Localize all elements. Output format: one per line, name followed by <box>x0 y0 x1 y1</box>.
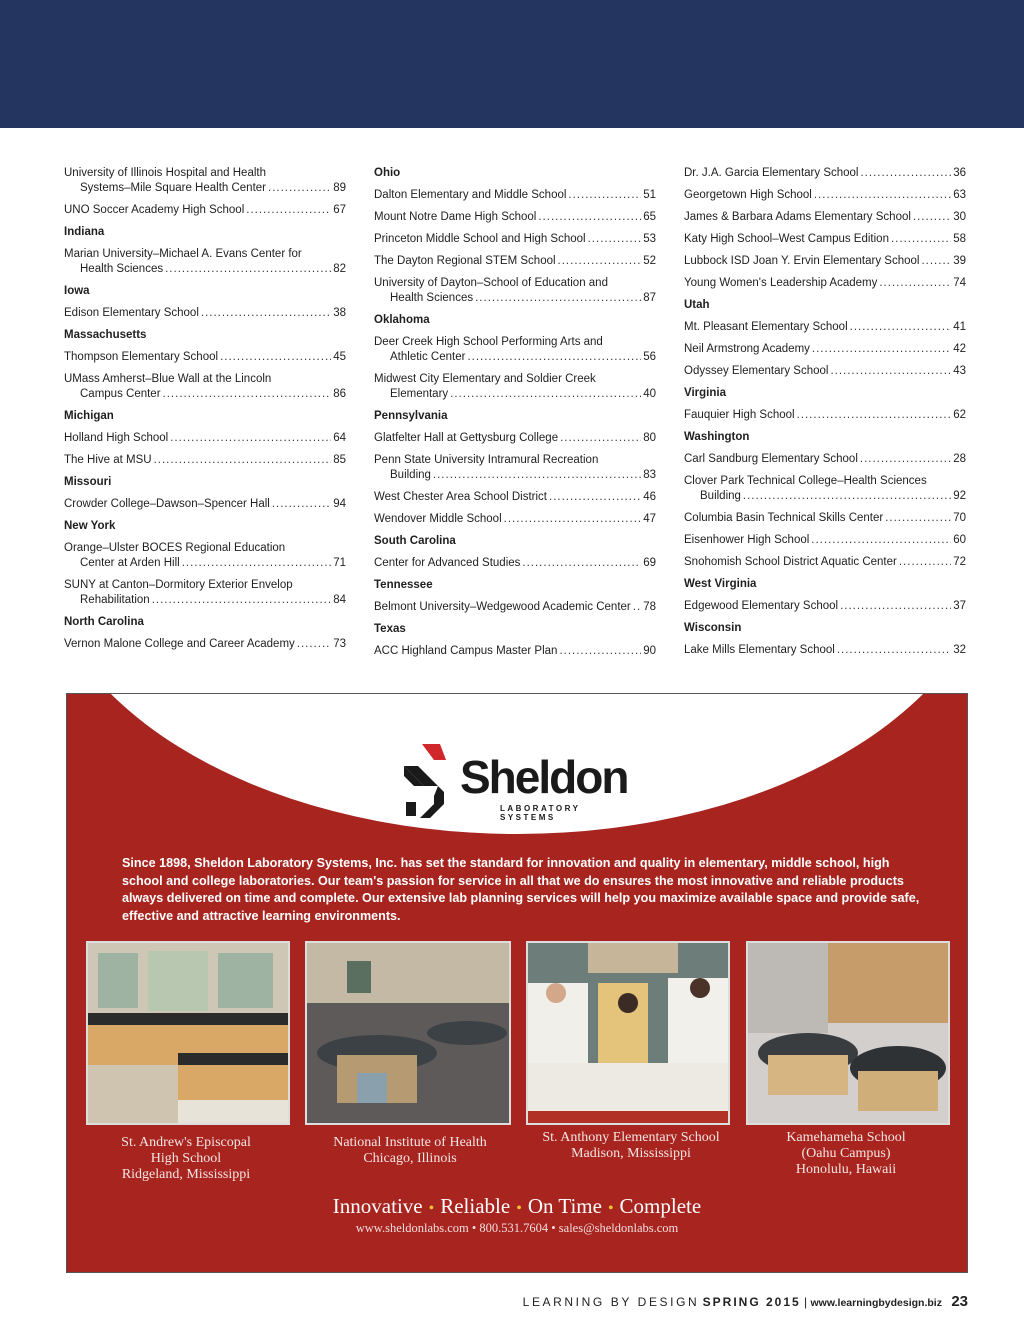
leader-dots <box>559 644 641 659</box>
photo-lab-1 <box>86 941 290 1125</box>
index-column-2 <box>374 166 656 666</box>
entry-page-number: 69 <box>643 557 656 569</box>
entry-page-number: 70 <box>953 512 966 524</box>
entry-name-line-1: Midwest City Elementary and Soldier Creek <box>374 373 596 385</box>
leader-dots <box>743 489 951 504</box>
index-entry <box>684 408 966 423</box>
entry-page-number: 80 <box>643 432 656 444</box>
leader-dots <box>246 203 331 218</box>
ad-tagline: Innovative • Reliable • On Time • Complete <box>332 1194 702 1218</box>
leader-dots <box>860 452 951 467</box>
entry-name: ACC Highland Campus Master Plan <box>374 645 558 657</box>
entry-page-number: 36 <box>953 167 966 179</box>
tagline-innovative: Innovative <box>332 1194 423 1218</box>
entry-name: Edison Elementary School <box>64 307 199 319</box>
entry-page-number: 32 <box>953 644 966 656</box>
index-entry <box>374 556 656 571</box>
leader-dots <box>522 556 641 571</box>
photo-lab-3 <box>746 941 950 1125</box>
index-column-1 <box>64 166 346 659</box>
index-entry <box>684 511 966 526</box>
entry-page-number: 60 <box>953 534 966 546</box>
index-entry <box>684 232 966 247</box>
index-entry <box>684 452 966 467</box>
entry-name: Glatfelter Hall at Gettysburg College <box>374 432 559 444</box>
entry-name: Dr. J.A. Garcia Elementary School <box>684 167 859 179</box>
leader-dots <box>860 166 951 181</box>
issue-label: SPRING 2015 <box>702 1295 801 1309</box>
header-band <box>0 0 1024 128</box>
entry-name: Holland High School <box>64 432 169 444</box>
index-entry <box>64 247 346 277</box>
leader-dots <box>504 512 642 527</box>
entry-page-number: 94 <box>333 498 346 510</box>
entry-page-number: 71 <box>333 557 346 569</box>
leader-dots <box>568 188 641 203</box>
leader-dots <box>558 254 642 269</box>
caption-1-line-2: High School <box>150 1151 222 1166</box>
caption-1-line-3: Ridgeland, Mississippi <box>121 1167 251 1182</box>
entry-name: Young Women's Leadership Academy <box>684 277 878 289</box>
entry-page-number: 40 <box>643 388 656 400</box>
index-entry <box>684 533 966 548</box>
entry-name: Wendover Middle School <box>374 513 502 525</box>
brand-name: Sheldon <box>460 751 628 803</box>
entry-page-number: 92 <box>953 490 966 502</box>
index-entry <box>374 335 656 365</box>
entry-name: Fauquier High School <box>684 409 795 421</box>
sheldon-logo <box>400 742 640 822</box>
entry-page-number: 89 <box>333 182 346 194</box>
entry-name: Mt. Pleasant Elementary School <box>684 321 848 333</box>
caption-4-line-2: (Oahu Campus) <box>801 1146 891 1161</box>
entry-page-number: 46 <box>643 491 656 503</box>
entry-name: Neil Armstrong Academy <box>684 343 810 355</box>
entry-page-number: 53 <box>643 233 656 245</box>
index-entry <box>374 210 656 225</box>
leader-dots <box>588 232 642 247</box>
index-entry <box>684 364 966 379</box>
leader-dots <box>814 188 951 203</box>
magazine-name: LEARNING BY DESIGN <box>522 1295 700 1309</box>
caption-4 <box>746 1130 946 1178</box>
entry-name: Princeton Middle School and High School <box>374 233 586 245</box>
entry-name-line-2: Building <box>390 469 431 481</box>
entry-name-line-1: University of Dayton–School of Education and <box>374 277 608 289</box>
leader-dots <box>891 232 951 247</box>
state-heading: North Carolina <box>64 616 144 628</box>
caption-1-line-1: St. Andrew's Episcopal <box>121 1135 251 1150</box>
index-entry <box>684 320 966 335</box>
state-heading: Utah <box>684 299 710 311</box>
state-heading: Virginia <box>684 387 726 399</box>
page-number: 23 <box>951 1293 968 1310</box>
entry-page-number: 56 <box>643 351 656 363</box>
entry-name: Crowder College–Dawson–Spencer Hall <box>64 498 270 510</box>
entry-name: Center for Advanced Studies <box>374 557 521 569</box>
caption-2 <box>305 1135 515 1167</box>
entry-name: Snohomish School District Aquatic Center <box>684 556 897 568</box>
entry-page-number: 65 <box>643 211 656 223</box>
index-entry <box>374 276 656 306</box>
entry-name: Eisenhower High School <box>684 534 810 546</box>
leader-dots <box>475 291 641 306</box>
state-heading: West Virginia <box>684 578 757 590</box>
entry-name: Carl Sandburg Elementary School <box>684 453 858 465</box>
state-heading: Indiana <box>64 226 105 238</box>
leader-dots <box>885 511 951 526</box>
entry-page-number: 47 <box>643 513 656 525</box>
leader-dots <box>201 306 331 321</box>
entry-page-number: 39 <box>953 255 966 267</box>
entry-page-number: 73 <box>333 638 346 650</box>
entry-page-number: 84 <box>333 594 346 606</box>
index-entry <box>64 306 346 321</box>
entry-page-number: 37 <box>953 600 966 612</box>
leader-dots <box>433 468 641 483</box>
entry-page-number: 52 <box>643 255 656 267</box>
entry-name: Vernon Malone College and Career Academy <box>64 638 295 650</box>
magazine-url: www.learningbydesign.biz <box>810 1297 942 1309</box>
leader-dots <box>830 364 951 379</box>
index-entry <box>374 453 656 483</box>
index-entry <box>64 431 346 446</box>
leader-dots <box>921 254 951 269</box>
state-heading: Ohio <box>374 167 401 179</box>
entry-name-line-2: Health Sciences <box>80 263 164 275</box>
leader-dots <box>837 643 951 658</box>
tagline-complete: Complete <box>619 1194 702 1218</box>
entry-page-number: 45 <box>333 351 346 363</box>
state-heading: Texas <box>374 623 406 635</box>
entry-name: Belmont University–Wedgewood Academic Center <box>374 601 631 613</box>
index-entry <box>374 232 656 247</box>
entry-name: Lake Mills Elementary School <box>684 644 835 656</box>
caption-4-line-1: Kamehameha School <box>786 1130 906 1145</box>
leader-dots <box>152 593 332 608</box>
state-heading: Pennsylvania <box>374 410 448 422</box>
leader-dots <box>811 533 951 548</box>
entry-name: Odyssey Elementary School <box>684 365 829 377</box>
index-entry <box>684 555 966 570</box>
caption-4-line-3: Honolulu, Hawaii <box>795 1162 897 1177</box>
caption-3 <box>526 1130 736 1162</box>
ad-body-text: Since 1898, Sheldon Laboratory Systems, Inc. has set the standard for innovation and quality in elementary, middle school, high school and college laboratories. Our team's passion for service in all that we do ensures the most innovative and reliable products always delivered on time and complete. Our extensive lab planning services will help you maximize available space and provide safe, effective and attractive learning environments. <box>122 856 920 923</box>
entry-name: Mount Notre Dame High School <box>374 211 537 223</box>
state-heading: Tennessee <box>374 579 433 591</box>
entry-page-number: 78 <box>643 601 656 613</box>
entry-name: Columbia Basin Technical Skills Center <box>684 512 884 524</box>
leader-dots <box>165 262 331 277</box>
state-heading: Washington <box>684 431 750 443</box>
index-entry <box>64 497 346 512</box>
entry-page-number: 83 <box>643 469 656 481</box>
ad-contact-info: www.sheldonlabs.com • 800.531.7604 • sales@sheldonlabs.com <box>355 1221 679 1235</box>
leader-dots <box>633 600 641 615</box>
entry-name: James & Barbara Adams Elementary School <box>684 211 911 223</box>
brand-subtitle: LABORATORY SYSTEMS <box>500 804 581 822</box>
caption-1 <box>86 1135 286 1183</box>
state-heading: South Carolina <box>374 535 456 547</box>
entry-page-number: 62 <box>953 409 966 421</box>
state-heading: Michigan <box>64 410 114 422</box>
footer-separator: | <box>804 1295 808 1309</box>
entry-name: The Hive at MSU <box>64 454 152 466</box>
entry-name-line-1: Orange–Ulster BOCES Regional Education <box>64 542 286 554</box>
index-entry <box>684 166 966 181</box>
leader-dots <box>297 637 331 652</box>
entry-name-line-2: Health Sciences <box>390 292 474 304</box>
entry-name: Edgewood Elementary School <box>684 600 839 612</box>
leader-dots <box>850 320 952 335</box>
caption-2-line-2: Chicago, Illinois <box>363 1151 457 1166</box>
state-heading: New York <box>64 520 116 532</box>
entry-name: Georgetown High School <box>684 189 812 201</box>
tagline-reliable: Reliable <box>440 1194 511 1218</box>
index-entry <box>684 643 966 658</box>
sheldon-s-mark-icon <box>400 742 460 822</box>
state-heading: Wisconsin <box>684 622 742 634</box>
leader-dots <box>182 556 331 571</box>
entry-name: Dalton Elementary and Middle School <box>374 189 567 201</box>
entry-name: The Dayton Regional STEM School <box>374 255 556 267</box>
index-entry <box>374 490 656 505</box>
entry-page-number: 82 <box>333 263 346 275</box>
index-entry <box>64 541 346 571</box>
leader-dots <box>163 387 332 402</box>
entry-page-number: 38 <box>333 307 346 319</box>
entry-page-number: 87 <box>643 292 656 304</box>
entry-name-line-2: Systems–Mile Square Health Center <box>80 182 266 194</box>
entry-page-number: 72 <box>953 556 966 568</box>
entry-name-line-2: Athletic Center <box>390 351 466 363</box>
index-entry <box>374 512 656 527</box>
index-entry <box>64 350 346 365</box>
caption-2-line-1: National Institute of Health <box>333 1135 487 1150</box>
entry-page-number: 28 <box>953 453 966 465</box>
index-entry <box>64 578 346 608</box>
index-entry <box>64 453 346 468</box>
entry-name-line-1: Marian University–Michael A. Evans Center for <box>64 248 302 260</box>
leader-dots <box>899 555 951 570</box>
leader-dots <box>268 181 331 196</box>
index-entry <box>684 474 966 504</box>
sheldon-advertisement <box>66 693 968 1273</box>
entry-page-number: 90 <box>643 645 656 657</box>
entry-name-line-1: UMass Amherst–Blue Wall at the Lincoln <box>64 373 272 385</box>
leader-dots <box>450 387 641 402</box>
entry-name-line-1: Clover Park Technical College–Health Sciences <box>684 475 927 487</box>
entry-name-line-2: Rehabilitation <box>80 594 150 606</box>
index-entry <box>64 637 346 652</box>
state-heading: Missouri <box>64 476 112 488</box>
index-entry <box>374 254 656 269</box>
entry-page-number: 64 <box>333 432 346 444</box>
entry-name-line-2: Building <box>700 490 741 502</box>
page-footer <box>523 1293 968 1310</box>
leader-dots <box>840 599 951 614</box>
leader-dots <box>797 408 952 423</box>
entry-name: UNO Soccer Academy High School <box>64 204 245 216</box>
leader-dots <box>272 497 331 512</box>
state-heading: Iowa <box>64 285 90 297</box>
index-entry <box>684 599 966 614</box>
state-heading: Massachusetts <box>64 329 147 341</box>
entry-page-number: 42 <box>953 343 966 355</box>
entry-name: Katy High School–West Campus Edition <box>684 233 889 245</box>
index-entry <box>684 342 966 357</box>
leader-dots <box>560 431 641 446</box>
index-entry <box>64 372 346 402</box>
entry-name: West Chester Area School District <box>374 491 547 503</box>
entry-name-line-2: Campus Center <box>80 388 161 400</box>
index-entry <box>374 372 656 402</box>
index-column-3 <box>684 166 966 665</box>
leader-dots <box>170 431 331 446</box>
entry-name: Thompson Elementary School <box>64 351 219 363</box>
entry-page-number: 74 <box>953 277 966 289</box>
entry-name-line-1: University of Illinois Hospital and Health <box>64 167 266 179</box>
leader-dots <box>879 276 951 291</box>
leader-dots <box>812 342 951 357</box>
entry-name-line-1: Deer Creek High School Performing Arts and <box>374 336 603 348</box>
entry-name-line-2: Elementary <box>390 388 449 400</box>
index-entry <box>374 188 656 203</box>
tagline-on-time: On Time <box>527 1194 602 1218</box>
index-entry <box>684 210 966 225</box>
leader-dots <box>220 350 331 365</box>
state-heading: Oklahoma <box>374 314 430 326</box>
leader-dots <box>913 210 951 225</box>
entry-page-number: 86 <box>333 388 346 400</box>
photo-lab-2 <box>305 941 511 1125</box>
index-entry <box>684 188 966 203</box>
entry-name: Lubbock ISD Joan Y. Ervin Elementary School <box>684 255 920 267</box>
entry-name-line-1: SUNY at Canton–Dormitory Exterior Envelop <box>64 579 293 591</box>
entry-page-number: 58 <box>953 233 966 245</box>
entry-page-number: 85 <box>333 454 346 466</box>
leader-dots <box>549 490 641 505</box>
index-entry <box>684 254 966 269</box>
leader-dots <box>538 210 641 225</box>
entry-page-number: 43 <box>953 365 966 377</box>
leader-dots <box>467 350 641 365</box>
caption-3-line-1: St. Anthony Elementary School <box>542 1130 720 1145</box>
index-entry <box>374 644 656 659</box>
index-entry <box>374 431 656 446</box>
entry-name-line-2: Center at Arden Hill <box>80 557 180 569</box>
entry-page-number: 67 <box>333 204 346 216</box>
entry-page-number: 63 <box>953 189 966 201</box>
caption-3-line-2: Madison, Mississippi <box>571 1146 691 1161</box>
entry-page-number: 30 <box>953 211 966 223</box>
index-entry <box>684 276 966 291</box>
index-entry <box>374 600 656 615</box>
entry-page-number: 51 <box>643 189 656 201</box>
photo-students <box>526 941 730 1125</box>
entry-page-number: 41 <box>953 321 966 333</box>
index-entry <box>64 203 346 218</box>
entry-name-line-1: Penn State University Intramural Recreation <box>374 454 599 466</box>
leader-dots <box>154 453 332 468</box>
index-entry <box>64 166 346 196</box>
